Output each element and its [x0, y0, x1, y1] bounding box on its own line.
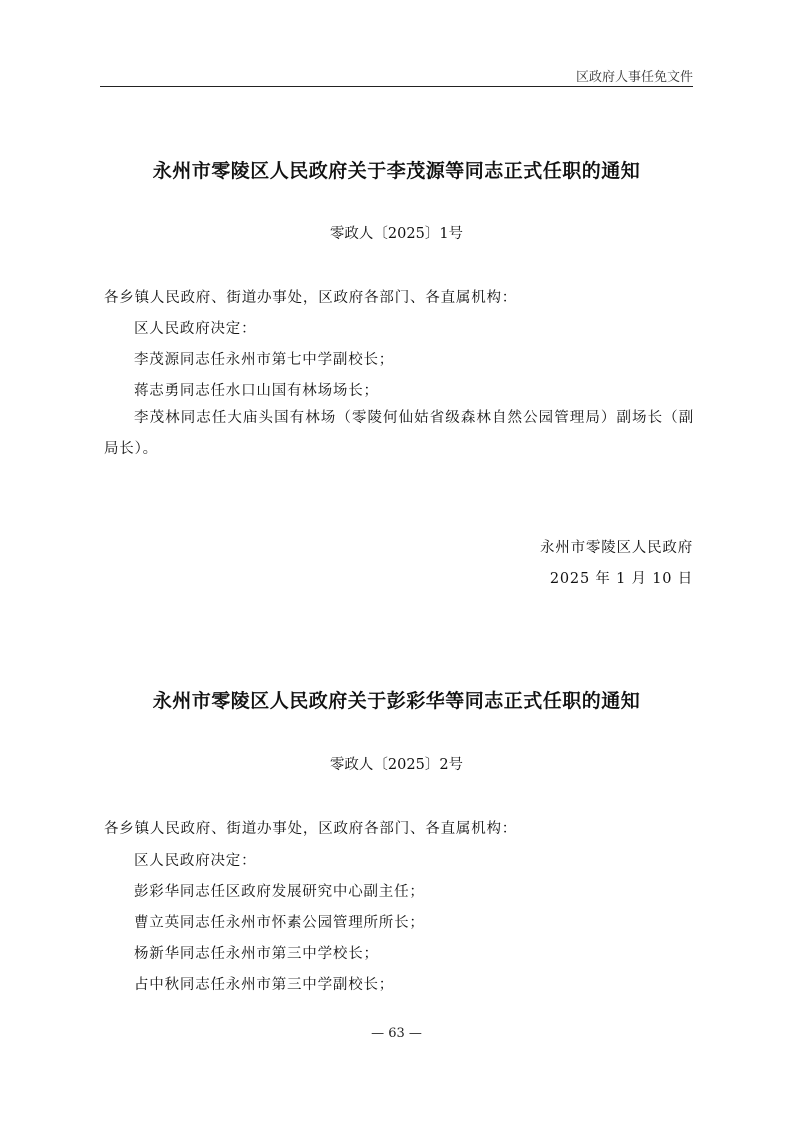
doc-number: 零政人〔2025〕1号 [329, 226, 464, 242]
page-number: — 63 — [371, 1026, 422, 1041]
decision-line: 区人民政府决定： [134, 853, 257, 869]
decision-line: 区人民政府决定： [134, 321, 257, 337]
addressee: 各乡镇人民政府、街道办事处，区政府各部门、各直属机构： [104, 821, 518, 837]
notice-title: 永州市零陵区人民政府关于李茂源等同志正式任职的通知 [152, 160, 641, 182]
issue-date: 2025 年 1 月 10 日 [549, 571, 693, 587]
appointment-item: 曹立英同志任永州市怀素公园管理所所长； [134, 915, 425, 931]
appointment-item: 彭彩华同志任区政府发展研究中心副主任； [134, 884, 425, 900]
appointment-item: 李茂源同志任永州市第七中学副校长； [134, 352, 395, 368]
doc-number: 零政人〔2025〕2号 [329, 757, 464, 773]
appointment-item: 李茂林同志任大庙头国有林场（零陵何仙姑省级森林自然公园管理局）副场长（副局长）。 [104, 410, 694, 457]
notice-title: 永州市零陵区人民政府关于彭彩华等同志正式任职的通知 [152, 690, 641, 712]
page-header [100, 64, 693, 87]
addressee: 各乡镇人民政府、街道办事处，区政府各部门、各直属机构： [104, 290, 518, 306]
appointment-item: 占中秋同志任永州市第三中学副校长； [134, 977, 395, 993]
appointment-item: 蒋志勇同志任水口山国有林场场长； [134, 383, 379, 399]
header-text: 区政府人事任免文件 [575, 70, 693, 85]
appointment-item: 杨新华同志任永州市第三中学校长； [134, 946, 379, 962]
issuer-signature: 永州市零陵区人民政府 [540, 540, 693, 556]
